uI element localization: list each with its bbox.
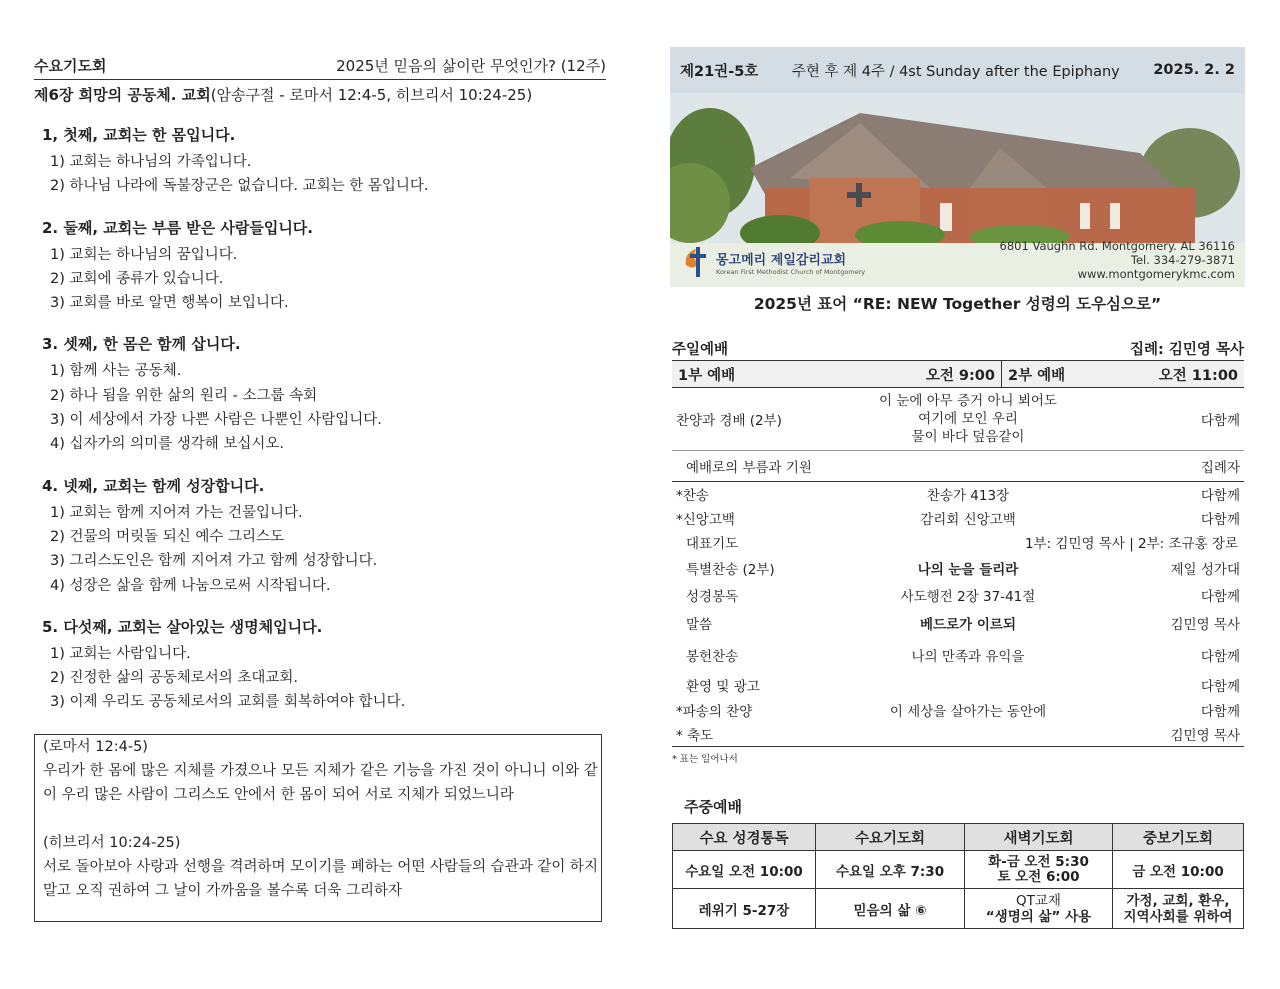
worship-order-row xyxy=(672,530,1244,554)
order-item-leader: 1부: 김민영 목사 | 2부: 조규홍 장로 xyxy=(1024,536,1238,552)
order-item-label: 봉헌찬송 xyxy=(686,649,739,665)
section-item: 3) 교회를 바로 알면 행복이 보입니다. xyxy=(50,295,289,312)
outline-section xyxy=(34,475,606,598)
order-item-leader: 다함께 xyxy=(1200,488,1240,504)
first-service-label: 1부 예배 xyxy=(678,367,736,384)
weekday-header-row xyxy=(673,824,1244,851)
worship-order-row xyxy=(672,582,1244,608)
second-service xyxy=(1002,361,1244,387)
order-item-label: 성경봉독 xyxy=(686,589,739,605)
worship-title: 주일예배 xyxy=(672,342,729,358)
second-service-label: 2부 예배 xyxy=(1008,367,1066,384)
order-item-leader: 다함께 xyxy=(1200,649,1240,665)
intercession-line1: 가정, 교회, 환우, xyxy=(1126,892,1230,909)
order-item-label: 특별찬송 (2부) xyxy=(686,562,775,578)
section-item: 1) 교회는 사람입니다. xyxy=(50,645,191,662)
service-times-bar xyxy=(672,361,1244,388)
outline-section xyxy=(34,616,606,715)
order-item-content: 이 세상을 살아가는 동안에 xyxy=(889,704,1047,720)
verse-text-romans: 우리가 한 몸에 많은 지체를 가졌으나 모든 지체가 같은 기능을 가진 것이 아니니 이와 같이 우리 많은 사람이 그리스도 안에서 한 몸이 되어 서로 지체가 되었느니라 xyxy=(43,763,598,803)
worship-leader: 집례: 김민영 목사 xyxy=(1130,342,1244,358)
praise-song: 여기에 모인 우리 xyxy=(918,411,1018,427)
praise-songs xyxy=(842,392,1094,446)
section-heading: 5. 다섯째, 교회는 살아있는 생명체입니다. xyxy=(42,617,323,636)
church-painting xyxy=(670,93,1245,243)
worship-order-row xyxy=(672,638,1244,672)
weekday-title: 주중예배 xyxy=(684,798,742,816)
worship-order-row xyxy=(672,672,1244,698)
memory-verse-box xyxy=(34,734,602,922)
bulletin-banner xyxy=(670,47,1245,287)
section-item: 2) 하나님 나라에 독불장군은 없습니다. 교회는 한 몸입니다. xyxy=(50,178,429,195)
outline-section xyxy=(34,217,606,316)
section-item: 3) 그리스도인은 함께 지어져 가고 함께 성장합니다. xyxy=(50,553,378,570)
worship-order-row xyxy=(672,506,1244,530)
section-item: 2) 건물의 머릿돌 되신 예수 그리스도 xyxy=(50,528,285,545)
qt-material: QT교재 xyxy=(1016,892,1061,909)
section-heading: 4. 넷째, 교회는 함께 성장합니다. xyxy=(42,476,265,495)
church-contact xyxy=(1000,239,1235,281)
weekday-content-row xyxy=(673,889,1244,929)
outline-section xyxy=(34,333,606,456)
chapter-line xyxy=(34,84,606,106)
qt-book: “생명의 삶” 사용 xyxy=(985,908,1092,925)
order-item-content: 찬송가 413장 xyxy=(926,488,1010,504)
praise-who: 다함께 xyxy=(1200,413,1240,429)
chapter-memory-verse: (암송구절 - 로마서 12:4-5, 히브리서 10:24-25) xyxy=(210,86,533,104)
left-page xyxy=(34,52,606,715)
order-item-label: *신앙고백 xyxy=(676,512,735,528)
order-item-label: 말씀 xyxy=(686,617,713,633)
church-building-illustration xyxy=(670,93,1245,243)
bulletin-date: 2025. 2. 2 xyxy=(1153,62,1235,78)
order-item-leader: 다함께 xyxy=(1200,589,1240,605)
worship-order-rows xyxy=(672,482,1244,747)
table-cell: 수요일 오후 7:30 xyxy=(816,851,965,889)
verse-text-hebrews: 서로 돌아보아 사랑과 선행을 격려하며 모이기를 폐하는 어떤 사람들의 습관과 같이 하지 말고 오직 권하여 그 날이 가까움을 볼수록 더욱 그리하자 xyxy=(43,859,598,899)
intercession-line2: 지역사회를 위하여 xyxy=(1123,908,1233,925)
left-header xyxy=(34,52,606,80)
worship-title-bar xyxy=(672,338,1244,361)
church-address: 6801 Vaughn Rd. Montgomery. AL 36116 xyxy=(999,239,1235,253)
church-name: 몽고메리 제일감리교회 xyxy=(716,252,847,268)
call-to-worship-row xyxy=(672,451,1244,482)
order-item-label: *파송의 찬양 xyxy=(676,704,753,720)
section-item: 2) 하나 됨을 위한 삶의 원리 - 소그룹 속회 xyxy=(50,387,318,404)
worship-order-row xyxy=(672,482,1244,506)
verse-ref-romans: (로마서 12:4-5) xyxy=(43,739,148,755)
verse-spacer xyxy=(43,807,601,831)
order-item-content: 사도행전 2장 37-41절 xyxy=(900,589,1036,605)
order-item-content: 나의 만족과 유익을 xyxy=(911,649,1025,665)
col-header: 새벽기도회 xyxy=(965,824,1113,851)
second-service-time: 오전 11:00 xyxy=(1158,367,1238,384)
weekday-schedule-table xyxy=(672,823,1244,929)
table-cell: 수요일 오전 10:00 xyxy=(673,851,816,889)
col-header: 수요기도회 xyxy=(816,824,965,851)
section-item: 1) 교회는 하나님의 꿈입니다. xyxy=(50,246,238,263)
section-item: 1) 교회는 하나님의 가족입니다. xyxy=(50,154,252,170)
section-item: 4) 십자가의 의미를 생각해 보십시오. xyxy=(50,436,285,453)
section-heading: 3. 셋째, 한 몸은 함께 삽니다. xyxy=(42,335,241,354)
praise-row xyxy=(672,388,1244,451)
order-item-leader: 김민영 목사 xyxy=(1170,728,1240,744)
col-header: 중보기도회 xyxy=(1113,824,1244,851)
standing-footnote: * 표는 일어나서 xyxy=(672,754,738,765)
sunday-worship-order xyxy=(672,338,1244,765)
section-item: 1) 교회는 함께 지어져 가는 건물입니다. xyxy=(50,504,303,521)
section-heading: 2. 둘째, 교회는 부름 받은 사람들입니다. xyxy=(42,218,313,237)
left-header-title: 수요기도회 xyxy=(34,57,107,75)
worship-order-row xyxy=(672,608,1244,638)
table-cell xyxy=(965,851,1113,889)
church-phone: Tel. 334-279-3871 xyxy=(1130,253,1235,267)
worship-order-row xyxy=(672,722,1244,746)
table-cell xyxy=(965,889,1113,929)
church-logo xyxy=(682,245,865,279)
church-website: www.montgomerykmc.com xyxy=(1077,267,1235,281)
order-item-label: 대표기도 xyxy=(686,536,739,552)
section-item: 4) 성장은 삶을 함께 나눔으로써 시작됩니다. xyxy=(50,577,331,594)
worship-order-row xyxy=(672,698,1244,722)
cross-flame-icon xyxy=(682,245,712,279)
dawn-weekday-time: 화-금 오전 5:30 xyxy=(988,853,1089,870)
outline-sections xyxy=(34,124,606,715)
order-item-content: 베드로가 이르되 xyxy=(920,617,1016,633)
volume-number: 제21권-5호 xyxy=(680,63,759,80)
first-service-time: 오전 9:00 xyxy=(925,367,995,384)
order-item-leader: 다함께 xyxy=(1200,679,1240,695)
worship-order-row xyxy=(672,554,1244,582)
section-item: 1) 함께 사는 공동체. xyxy=(50,363,182,380)
praise-song: 물이 바다 덮음같이 xyxy=(911,429,1025,445)
order-item-leader: 다함께 xyxy=(1200,704,1240,720)
table-cell: 레위기 5-27장 xyxy=(673,889,816,929)
church-name-english: Korean First Methodist Church of Montgomery xyxy=(716,267,866,276)
order-item-leader: 제일 성가대 xyxy=(1170,562,1240,578)
banner-topbar xyxy=(670,47,1245,93)
order-item-label: *찬송 xyxy=(676,488,709,504)
praise-song: 이 눈에 아무 증거 아니 뵈어도 xyxy=(879,393,1057,409)
col-header: 수요 성경통독 xyxy=(673,824,816,851)
praise-label: 찬양과 경배 (2부) xyxy=(676,413,782,429)
order-item-leader: 김민영 목사 xyxy=(1170,617,1240,633)
section-heading: 1, 첫째, 교회는 한 몸입니다. xyxy=(42,126,236,144)
order-item-label: 환영 및 광고 xyxy=(686,679,760,695)
order-item-content: 감리회 신앙고백 xyxy=(920,512,1016,528)
order-item-content: 나의 눈을 들리라 xyxy=(917,562,1019,578)
section-item: 2) 진정한 삶의 공동체로서의 초대교회. xyxy=(50,670,299,687)
table-cell: 믿음의 삶 ⑥ xyxy=(816,889,965,929)
liturgical-sunday: 주현 후 제 4주 / 4st Sunday after the Epiphany xyxy=(791,63,1120,80)
order-item-label: * 축도 xyxy=(676,728,714,744)
outline-section xyxy=(34,124,606,199)
order-item-leader: 다함께 xyxy=(1200,512,1240,528)
table-cell: 금 오전 10:00 xyxy=(1113,851,1244,889)
section-item: 3) 이 세상에서 가장 나쁜 사람은 나뿐인 사람입니다. xyxy=(50,412,382,429)
verse-ref-hebrews: (히브리서 10:24-25) xyxy=(43,835,181,851)
annual-motto: 2025년 표어 “RE: NEW Together 성령의 도우심으로” xyxy=(753,295,1162,313)
section-item: 3) 이제 우리도 공동체로서의 교회를 회복하여야 합니다. xyxy=(50,694,406,711)
call-who: 집례자 xyxy=(1200,460,1240,476)
first-service xyxy=(672,361,1002,387)
section-item: 2) 교회에 종류가 있습니다. xyxy=(50,270,224,287)
left-header-series: 2025년 믿음의 삶이란 무엇인가? (12주) xyxy=(336,57,606,75)
chapter-title: 제6장 희망의 공동체. 교회 xyxy=(34,86,211,104)
dawn-saturday-time: 토 오전 6:00 xyxy=(997,868,1080,885)
table-cell xyxy=(1113,889,1244,929)
weekday-time-row xyxy=(673,851,1244,889)
call-label: 예배로의 부름과 기원 xyxy=(686,460,812,476)
